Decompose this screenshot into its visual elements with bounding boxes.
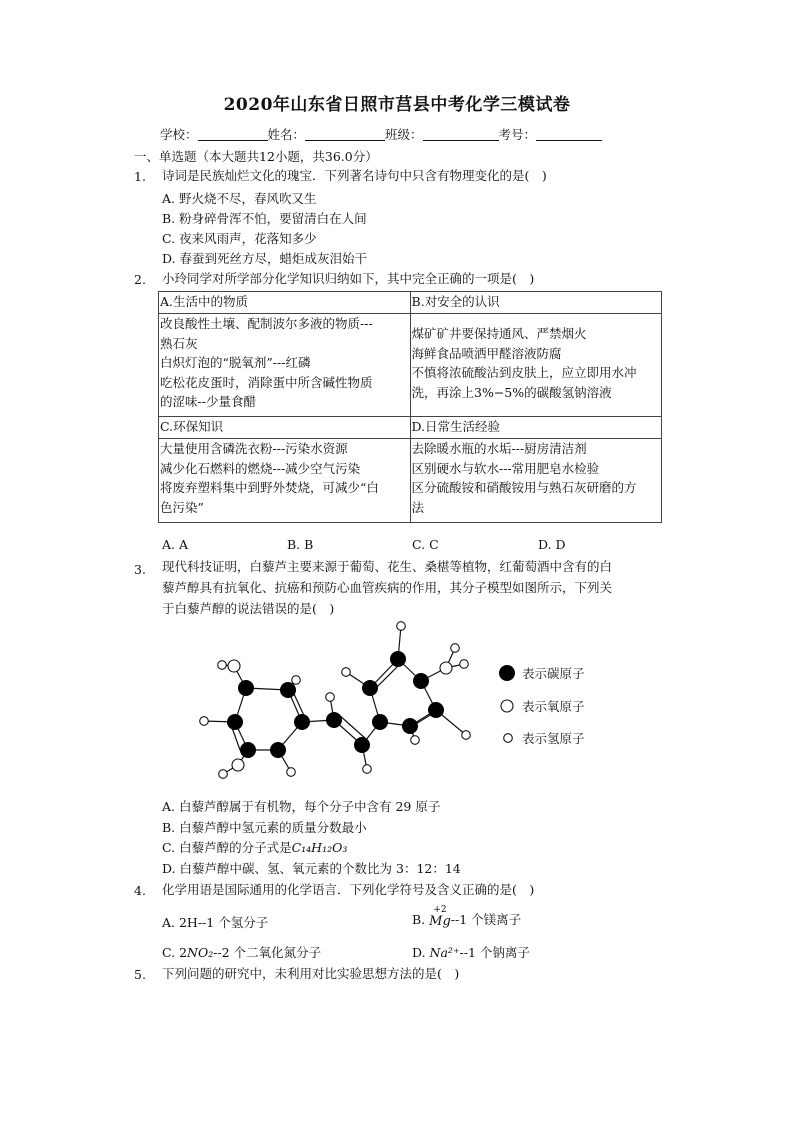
carbon-atom: [402, 718, 418, 734]
q2-cell-d-body: [410, 439, 662, 523]
q2-cell-a-body: [159, 314, 411, 417]
exam-no-blank[interactable]: [536, 127, 602, 141]
q3-option-c[interactable]: [162, 838, 347, 856]
q2-d-line: 区分硫酸铵和硝酸铵用与熟石灰研磨的方: [411, 480, 637, 495]
carbon-atom: [227, 714, 243, 730]
q4-stem: 化学用语是国际通用的化学语言．下列化学符号及含义正确的是( ): [162, 882, 535, 897]
oxygen-atom: [232, 759, 244, 771]
student-info-line: [160, 125, 640, 143]
carbon-atom: [326, 712, 342, 728]
q2-b-line: 海鲜食品喷洒甲醛溶液防腐: [411, 345, 562, 361]
q2-cell-c-body: [159, 439, 411, 523]
hydrogen-atom: [411, 736, 420, 745]
q2-a-line: 改良酸性土壤、配制波尔多液的物质---: [160, 316, 373, 331]
q2-cell-a-head: A.生活中的物质: [159, 292, 411, 314]
q2-option-c[interactable]: C. C: [412, 537, 439, 552]
q2-a-line: 吃松花皮蛋时，消除蛋中所含碱性物质: [160, 374, 373, 390]
hydrogen-atom: [460, 660, 469, 669]
carbon-atom: [280, 682, 296, 698]
legend-oxygen-label: 表示氧原子: [522, 699, 585, 714]
hydrogen-atom: [219, 770, 228, 779]
q2-option-a[interactable]: A. A: [162, 537, 189, 552]
q2-stem: 小玲同学对所学部分化学知识归纳如下，其中完全正确的一项是( ): [162, 271, 535, 286]
q2-option-d[interactable]: D. D: [538, 537, 566, 552]
q2-cell-d-head: D.日常生活经验: [410, 417, 662, 439]
q4-number: 4.: [134, 883, 146, 898]
q4-option-d-letter: D.: [412, 945, 426, 960]
q2-d-line: 区别硬水与软水---常用肥皂水检验: [411, 460, 600, 476]
q2-d-line: 法: [411, 499, 425, 515]
q2-knowledge-table: [158, 291, 662, 523]
hydrogen-atom: [342, 668, 351, 677]
oxygen-atom: [440, 662, 452, 674]
q4-no2-symbol: NO₂: [187, 945, 214, 960]
q2-b-line: 煤矿矿井要保持通风、严禁烟火: [411, 326, 587, 341]
legend-oxygen-icon: [499, 698, 515, 714]
q2-a-line: 熟石灰: [160, 335, 198, 351]
q3-option-c-text: C. 白藜芦醇的分子式是: [162, 840, 292, 855]
carbon-atom: [413, 673, 429, 689]
carbon-atom: [238, 680, 254, 696]
carbon-atom: [372, 714, 388, 730]
q2-a-line: 白炽灯泡的“脱氧剂”---红磷: [160, 355, 311, 370]
name-blank[interactable]: [305, 127, 385, 141]
hydrogen-atom: [200, 717, 209, 726]
hydrogen-atom: [292, 676, 301, 685]
carbon-atom: [270, 742, 286, 758]
page-title: 2020年山东省日照市莒县中考化学三模试卷: [223, 95, 571, 115]
q2-c-line: 减少化石燃料的燃烧---减少空气污染: [160, 460, 361, 476]
q5-stem: 下列问题的研究中，未利用对比实验思想方法的是( ): [162, 966, 460, 981]
q5-number: 5.: [134, 967, 146, 982]
carbon-atom: [428, 702, 444, 718]
hydrogen-atom: [451, 644, 460, 653]
resveratrol-molecule-model: [195, 615, 485, 790]
carbon-atom: [362, 680, 378, 696]
name-label: 姓名：: [267, 127, 306, 142]
school-blank[interactable]: [198, 127, 268, 141]
class-blank[interactable]: [423, 127, 499, 141]
carbon-atom: [354, 737, 370, 753]
exam-no-label: 考号：: [498, 127, 537, 142]
q2-option-b[interactable]: B. B: [287, 537, 314, 552]
hydrogen-atom: [218, 661, 227, 670]
q4-option-a[interactable]: A. 2H--1 个氢分子: [162, 915, 269, 930]
q2-c-line: 色污染”: [160, 499, 204, 515]
legend-hydrogen-label: 表示氢原子: [522, 731, 585, 746]
q2-cell-b-head: B.对安全的认识: [410, 292, 662, 314]
section-heading: 一、单选题（本大题共12小题，共36.0分）: [134, 149, 378, 164]
q2-b-line: 不慎将浓硫酸沾到皮肤上，应立即用水冲: [411, 365, 637, 380]
q2-cell-c-head: C.环保知识: [159, 417, 411, 439]
q3-stem-line: 于白藜芦醇的说法错误的是( ): [162, 601, 335, 616]
q3-number: 3.: [134, 562, 146, 577]
q3-option-d[interactable]: D. 白藜芦醇中碳、氢、氧元素的个数比为 3：12：14: [162, 861, 461, 876]
carbon-atom: [294, 714, 310, 730]
hydrogen-atom: [326, 693, 335, 702]
q4-mg-valence: +2: [433, 905, 447, 915]
hydrogen-atom: [363, 765, 372, 774]
q4-option-b-letter: B.: [412, 912, 426, 927]
q2-number: 2.: [134, 272, 146, 287]
class-label: 班级：: [385, 127, 423, 142]
q1-stem: 诗词是民族灿烂文化的瑰宝．下列著名诗句中只含有物理变化的是( ): [162, 168, 547, 183]
q3-formula: C₁₄H₁₂O₃: [291, 840, 348, 855]
legend-carbon-icon: [497, 663, 517, 683]
q1-option-b[interactable]: B. 粉身碎骨浑不怕，要留清白在人间: [162, 211, 367, 226]
q4-option-c[interactable]: [162, 943, 321, 961]
q2-a-line: 的涩味--少量食醋: [160, 394, 256, 409]
legend-hydrogen-icon: [502, 732, 514, 744]
hydrogen-atom: [287, 768, 296, 777]
q2-b-line: 洗，再涂上3%−5%的碳酸氢钠溶液: [411, 384, 612, 400]
q2-c-line: 大量使用含磷洗衣粉---污染水资源: [160, 441, 348, 456]
q1-option-c[interactable]: C. 夜来风雨声，花落知多少: [162, 231, 317, 246]
legend-carbon-label: 表示碳原子: [522, 666, 585, 681]
q4-mg-symbol: Mg: [429, 914, 451, 929]
oxygen-atom: [228, 660, 240, 672]
q4-option-b[interactable]: [412, 905, 521, 929]
q3-stem-line: 现代科技证明，白藜芦主要来源于葡萄、花生、桑椹等植物，红葡萄酒中含有的白: [162, 559, 613, 574]
q4-na-symbol: Na²⁺: [429, 945, 460, 960]
carbon-atom: [240, 742, 256, 758]
q3-option-a[interactable]: A. 白藜芦醇属于有机物，每个分子中含有 29 原子: [162, 799, 441, 814]
hydrogen-atoms: [200, 622, 471, 779]
q1-option-d[interactable]: D. 春蚕到死丝方尽，蜡炬成灰泪始干: [162, 251, 368, 266]
q4-option-b-meaning: --1 个镁离子: [450, 912, 522, 927]
q2-c-line: 将废弃塑料集中到野外焚烧，可减少“白: [160, 480, 379, 495]
q2-d-line: 去除暖水瓶的水垢---厨房清洁剂: [411, 441, 587, 456]
q4-option-d-meaning: --1 个钠离子: [459, 945, 530, 960]
q4-option-c-coef: C. 2: [162, 945, 188, 960]
q2-cell-b-body: [410, 314, 662, 417]
carbon-atom: [390, 651, 406, 667]
school-label: 学校：: [160, 127, 198, 142]
q4-option-d[interactable]: [412, 943, 530, 961]
q3-option-b[interactable]: B. 白藜芦醇中氢元素的质量分数最小: [162, 820, 367, 835]
q1-option-a[interactable]: A. 野火烧不尽，春风吹又生: [162, 191, 317, 206]
hydrogen-atom: [462, 731, 471, 740]
q4-option-c-meaning: --2 个二氧化氮分子: [213, 945, 322, 960]
hydrogen-atom: [397, 622, 406, 631]
q3-stem-line: 藜芦醇具有抗氧化、抗癌和预防心血管疾病的作用，其分子模型如图所示，下列关: [162, 580, 613, 595]
q1-number: 1.: [134, 169, 146, 184]
